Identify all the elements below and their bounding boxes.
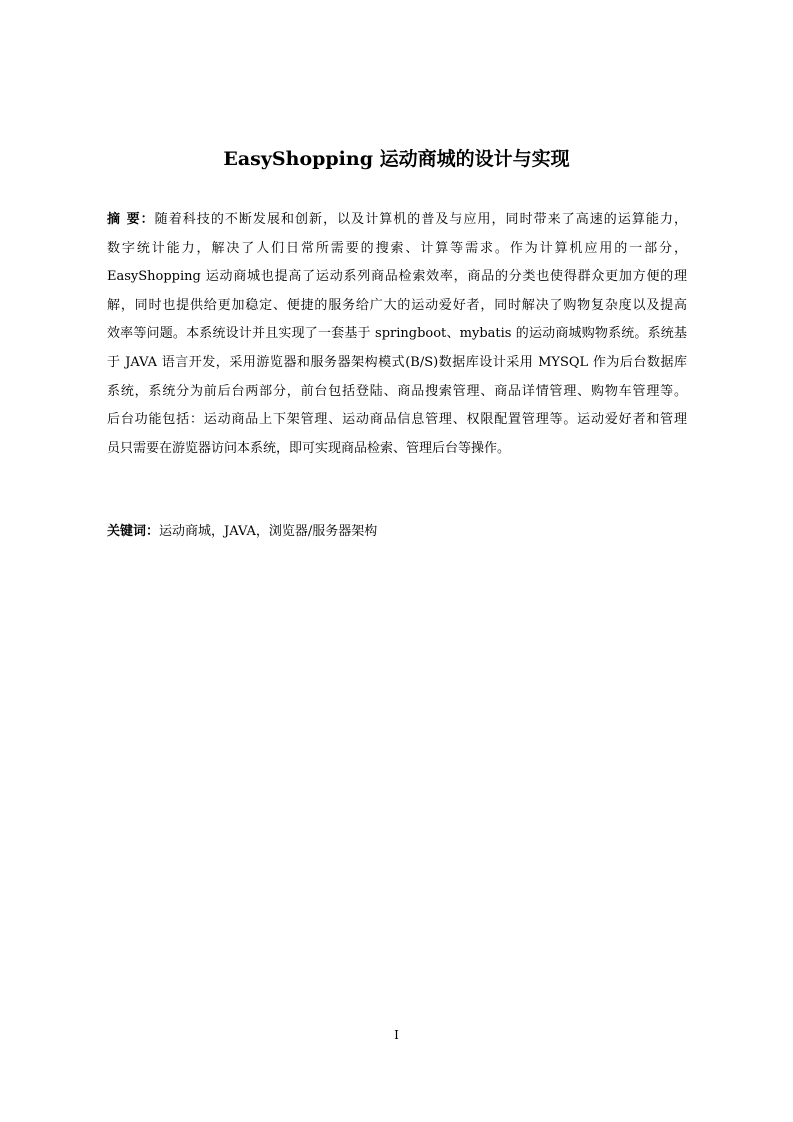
abstract-label: 摘 要： bbox=[107, 212, 155, 227]
keywords-text: 运动商城，JAVA，浏览器/服务器架构 bbox=[159, 524, 378, 539]
abstract-line: EasyShopping 运动商城也提高了运动系列商品检索效率，商品的分类也使得群众更加方便的理 bbox=[107, 269, 687, 285]
abstract-line: 于 JAVA 语言开发，采用游览器和服务器架构模式(B/S)数据库设计采用 MYSQL 作为后台数据库 bbox=[107, 354, 687, 370]
abstract-line: 系统，系统分为前后台两部分，前台包括登陆、商品搜索管理、商品详情管理、购物车管理等。 bbox=[107, 383, 687, 399]
abstract-line bbox=[107, 206, 687, 235]
keywords-label: 关键词： bbox=[107, 524, 160, 539]
abstract-section bbox=[107, 206, 687, 463]
abstract-line: 解，同时也提供给更加稳定、便捷的服务给广大的运动爱好者，同时解决了购物复杂度以及提高 bbox=[107, 297, 687, 313]
abstract-line: 数字统计能力，解决了人们日常所需要的搜索、计算等需求。作为计算机应用的一部分， bbox=[107, 240, 687, 256]
abstract-line: 后台功能包括：运动商品上下架管理、运动商品信息管理、权限配置管理等。运动爱好者和管理 bbox=[107, 412, 687, 428]
abstract-line: 员只需要在游览器访问本系统，即可实现商品检索、管理后台等操作。 bbox=[107, 440, 511, 456]
keywords-section bbox=[107, 518, 687, 546]
abstract-line: 效率等问题。本系统设计并且实现了一套基于 springboot、mybatis 的运动商城购物系统。系统基 bbox=[107, 326, 687, 342]
abstract-text: 随着科技的不断发展和创新，以及计算机的普及与应用，同时带来了高速的运算能力， bbox=[154, 212, 687, 227]
paper-title: EasyShopping 运动商城的设计与实现 bbox=[223, 148, 570, 170]
page-number: I bbox=[394, 1028, 399, 1042]
